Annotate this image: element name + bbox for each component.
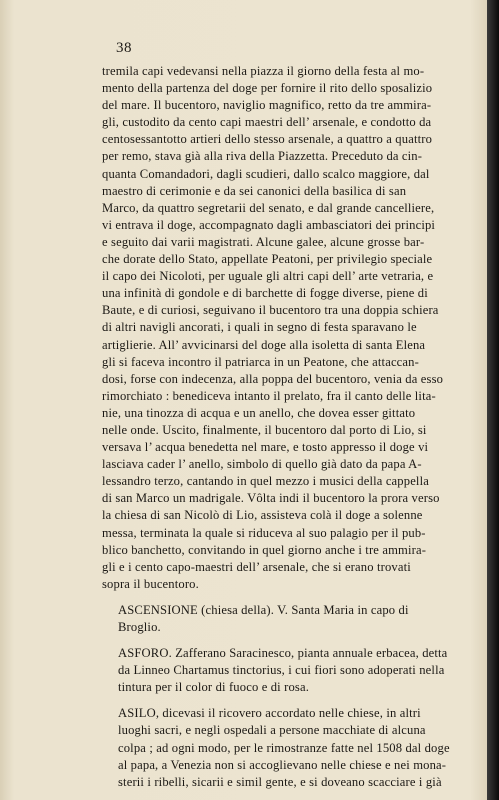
text-line: che dorate dello Stato, appellate Peatoni, per privilegio speciale: [102, 252, 433, 267]
text-line: messa, terminata la quale si riduceva al suo palagio per il pub-: [102, 525, 426, 540]
text-line: vi entrava il doge, accompagnato dagli ambasciatori dei principi: [102, 217, 436, 232]
entry-ascensione: [102, 602, 457, 636]
text-line: mento della partenza del doge per fornire il rito dello sposalizio: [102, 81, 433, 96]
text-line: blico banchetto, convitando in quel giorno anche i tre ammira-: [102, 542, 427, 557]
page-text: [102, 63, 457, 791]
text-line: Broglio.: [118, 620, 161, 634]
text-line: Marco, da quattro segretarii del senato, e dal grande cancelliere,: [102, 200, 435, 215]
text-line: del mare. Il bucentoro, naviglio magnifico, retto da tre ammira-: [102, 98, 432, 113]
text-line: centosessantotto artieri dello stesso arsenale, a quattro a quattro: [102, 132, 433, 147]
text-line: gli si faceva incontro il patriarca in un Peatone, che attaccan-: [102, 354, 419, 369]
text-line: maestro di cerimonie e da sei canonici della basilica di san: [102, 183, 407, 198]
text-line: da Linneo Chartamus tinctorius, i cui fiori sono adoperati nella: [118, 663, 445, 678]
entry-asilo: [102, 705, 457, 790]
text-line: di altri navigli ancorati, i quali in segno di festa sparavano le: [102, 320, 417, 335]
text-line: artiglierie. All’ avvicinarsi del doge alla isoletta di santa Elena: [102, 337, 426, 352]
text-line: e seguito dai varii magistrati. Alcune galee, alcune grosse bar-: [102, 234, 425, 249]
paragraph-bucentoro: [102, 63, 457, 593]
text-line: colpa ; ad ogni modo, per le rimostranze fatte nel 1508 dal doge: [118, 740, 450, 755]
text-line: il capo dei Nicoloti, per uguale gli altri capi dell’ arte vetraria, e: [102, 269, 434, 284]
text-line: gli, custodito da cento capi maestri dell’ arsenale, e condotto da: [102, 115, 432, 130]
text-line: al papa, a Venezia non si accoglievano nelle chiese e nei mona-: [118, 757, 447, 772]
text-line: tintura per il color di fuoco e di rosa.: [118, 680, 310, 695]
text-line: una infinità di gondole e di barchette di fogge diverse, piene di: [102, 286, 428, 301]
paragraph-gap: [102, 696, 457, 705]
text-line: ASCENSIONE (chiesa della). V. Santa Maria in capo di: [118, 602, 409, 617]
text-line: dosi, forse con indecenza, alla poppa del bucentoro, venia da esso: [102, 371, 444, 386]
binding-shadow: [487, 0, 499, 800]
text-line: la chiesa di san Nicolò di Lio, assisteva colà il doge a solenne: [102, 508, 423, 523]
page-number: 38: [116, 40, 132, 56]
text-line: rimorchiato : benediceva intanto il prelato, fra il canto delle lita-: [102, 388, 436, 403]
text-line: ASILO, dicevasi il ricovero accordato nelle chiese, in altri: [118, 706, 421, 721]
paragraph-gap: [102, 636, 457, 645]
text-line: lasciava cader l’ anello, simbolo di quello già dato da papa A-: [102, 457, 422, 472]
text-line: tremila capi vedevansi nella piazza il giorno della festa al mo-: [102, 64, 425, 78]
text-line: ASFORO. Zafferano Saracinesco, pianta annuale erbacea, detta: [118, 646, 448, 661]
entry-asforo: [102, 645, 457, 696]
text-line: versava l’ acqua benedetta nel mare, e tosto appresso il doge vi: [102, 440, 429, 455]
paragraph-gap: [102, 593, 457, 602]
text-line: lessandro terzo, cantando in quel mezzo i musici della cappella: [102, 474, 429, 489]
text-line: gli e i cento capo-maestri dell’ arsenale, che si erano trovati: [102, 559, 411, 574]
text-line: luoghi sacri, e negli ospedali a persone macchiate di alcuna: [118, 723, 426, 738]
text-line: sterii i ribelli, sicarii e simil gente, e si doveano scacciare i già: [118, 774, 442, 789]
text-line: sopra il bucentoro.: [102, 576, 199, 591]
text-line: quanta Comandadori, dagli scudieri, dallo scalco maggiore, dal: [102, 166, 430, 181]
text-line: di san Marco un madrigale. Vôlta indi il bucentoro la prora verso: [102, 491, 440, 506]
text-line: nelle onde. Uscito, finalmente, il bucentoro dal porto di Lio, si: [102, 422, 427, 437]
text-line: nie, una tinozza di acqua e un anello, che dovea esser gittato: [102, 405, 416, 420]
text-line: per remo, stava già alla riva della Piazzetta. Preceduto da cin-: [102, 149, 423, 164]
text-line: Baute, e di curiosi, seguivano il bucentoro tra una doppia schiera: [102, 303, 439, 318]
